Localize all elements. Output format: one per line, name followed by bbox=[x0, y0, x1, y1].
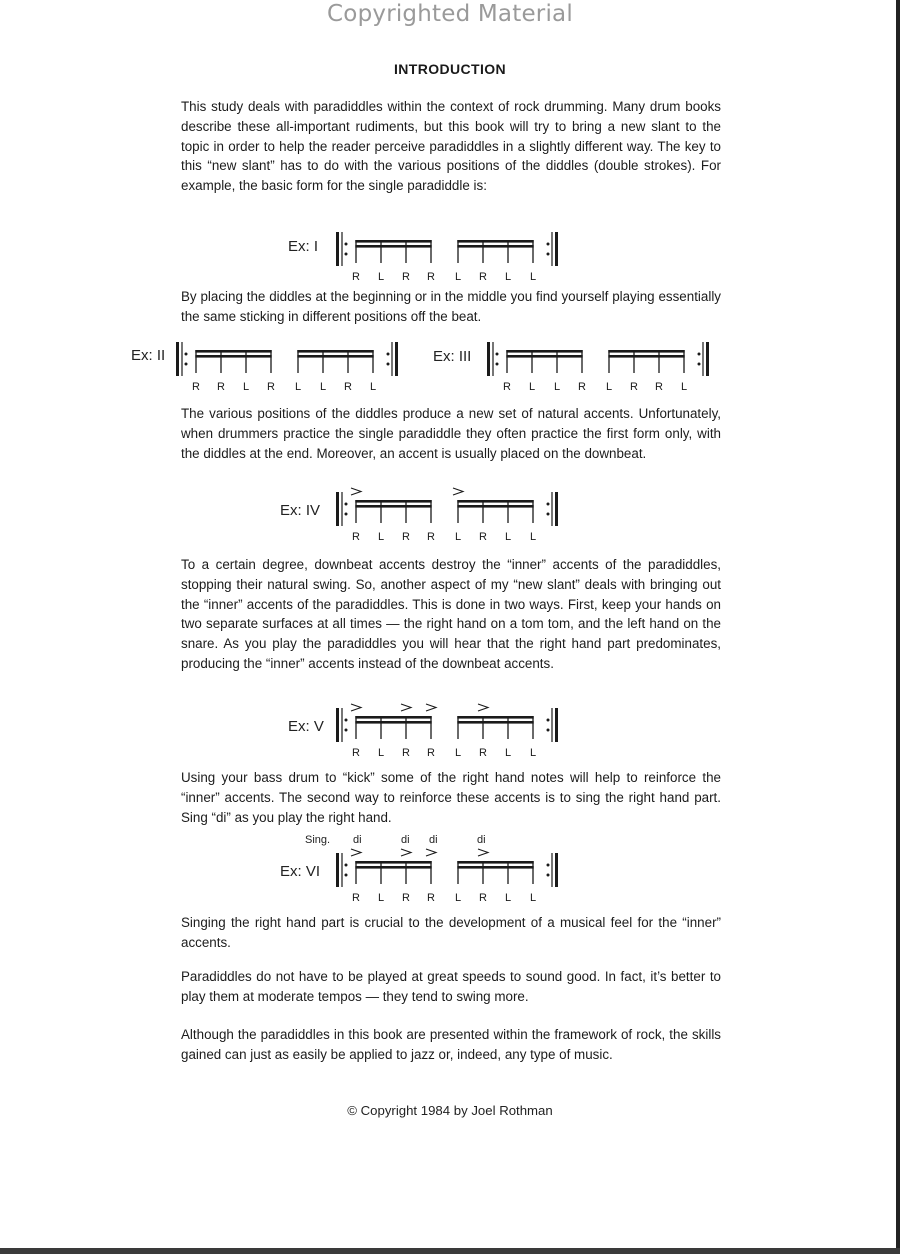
repeat-start-thick-bar bbox=[487, 342, 490, 376]
paragraph-tempo: Paradiddles do not have to be played at great speeds to sound good. In fact, it’s better to play them at moderate tempos — they tend to swing more. bbox=[181, 969, 721, 1004]
sticking-letter: L bbox=[377, 892, 385, 904]
sticking-letter: R bbox=[479, 747, 487, 759]
sticking-letter: L bbox=[454, 892, 462, 904]
sticking-letter: R bbox=[427, 747, 435, 759]
repeat-dot bbox=[547, 874, 550, 877]
example-5-notation bbox=[336, 702, 566, 760]
sticking-letter: R bbox=[578, 381, 586, 393]
example-4-label: Ex: IV bbox=[280, 502, 321, 519]
repeat-end-thick-bar bbox=[706, 342, 709, 376]
sticking-letter: L bbox=[377, 747, 385, 759]
sticking-letter: R bbox=[352, 892, 360, 904]
example-6-label: Ex: VI bbox=[280, 863, 321, 880]
note-beam bbox=[355, 240, 431, 243]
sticking-letter: R bbox=[352, 747, 360, 759]
example-3-notation bbox=[487, 336, 717, 394]
example-2-notation bbox=[176, 336, 406, 394]
repeat-dot bbox=[547, 243, 550, 246]
sticking-letter: L bbox=[680, 381, 688, 393]
sticking-letter: R bbox=[630, 381, 638, 393]
accent-mark bbox=[401, 849, 411, 856]
sticking-letter: L bbox=[294, 381, 302, 393]
page-title: INTRODUCTION bbox=[393, 61, 507, 77]
repeat-dot bbox=[345, 864, 348, 867]
accent-mark bbox=[351, 849, 361, 856]
sticking-letter: R bbox=[192, 381, 200, 393]
note-beam bbox=[608, 355, 684, 358]
repeat-start-thick-bar bbox=[336, 492, 339, 526]
sticking-letter: L bbox=[504, 747, 512, 759]
note-beam bbox=[457, 716, 533, 719]
repeat-dot bbox=[547, 729, 550, 732]
note-beam bbox=[195, 355, 271, 358]
note-beam bbox=[506, 350, 582, 353]
note-beam bbox=[195, 350, 271, 353]
sticking-letter: R bbox=[427, 271, 435, 283]
paragraph-intro: This study deals with paradiddles within the context of rock drumming. Many drum books describe these all-important rudiments, but this book will try to bring a new slant to the topic in order to help the reader perceive paradiddles in a slightly different way. The key to this “new slant” has to do with the various positions of the diddles (double strokes). For example, the basic form for the single paradiddle is: bbox=[181, 99, 721, 194]
repeat-dot bbox=[547, 864, 550, 867]
accent-mark bbox=[453, 488, 463, 495]
repeat-dot bbox=[345, 719, 348, 722]
example-3-label: Ex: III bbox=[433, 348, 472, 365]
repeat-dot bbox=[387, 353, 390, 356]
sticking-letter: L bbox=[377, 271, 385, 283]
sticking-letter: R bbox=[217, 381, 225, 393]
note-beam bbox=[457, 500, 533, 503]
accent-mark bbox=[351, 488, 361, 495]
sticking-letter: L bbox=[504, 271, 512, 283]
repeat-end-thick-bar bbox=[555, 232, 558, 266]
note-beam bbox=[457, 721, 533, 724]
repeat-dot bbox=[185, 353, 188, 356]
sticking-letter: L bbox=[528, 381, 536, 393]
example-2-label: Ex: II bbox=[131, 347, 166, 364]
sticking-letter: R bbox=[402, 892, 410, 904]
paragraph-singing: Singing the right hand part is crucial to the development of a musical feel for the “inner” accents. bbox=[181, 915, 721, 950]
sticking-letter: L bbox=[605, 381, 613, 393]
sticking-letter: R bbox=[479, 892, 487, 904]
note-beam bbox=[355, 505, 431, 508]
sticking-letter: R bbox=[402, 271, 410, 283]
sticking-letter: L bbox=[553, 381, 561, 393]
sticking-letter: L bbox=[319, 381, 327, 393]
repeat-start-thick-bar bbox=[336, 853, 339, 887]
repeat-dot bbox=[698, 363, 701, 366]
note-beam bbox=[457, 240, 533, 243]
repeat-start-thick-bar bbox=[336, 232, 339, 266]
sticking-letter: R bbox=[402, 531, 410, 543]
accent-mark bbox=[478, 849, 488, 856]
sticking-letter: L bbox=[504, 892, 512, 904]
note-beam bbox=[457, 861, 533, 864]
sticking-letter: L bbox=[529, 271, 537, 283]
sticking-letter: R bbox=[267, 381, 275, 393]
repeat-dot bbox=[547, 719, 550, 722]
repeat-dot bbox=[496, 353, 499, 356]
sing-syllable: di bbox=[353, 834, 362, 846]
paragraph-inner-accents: To a certain degree, downbeat accents destroy the “inner” accents of the paradiddles, stopping their natural swing. So, another aspect of my “new slant” deals with bringing out the “inner” accents of the paradiddles. This is done in two ways. First, keep your hands on two separate surfaces at all times — the right hand on a tom tom, and the left hand on the snare. As you play the paradiddles you will hear that the right hand part predominates, producing the “inner” accents instead of the downbeat accents. bbox=[181, 557, 721, 671]
example-1-label: Ex: I bbox=[288, 238, 319, 255]
sticking-letter: R bbox=[344, 381, 352, 393]
repeat-end-thick-bar bbox=[555, 708, 558, 742]
sticking-letter: L bbox=[529, 892, 537, 904]
sticking-letter: R bbox=[503, 381, 511, 393]
repeat-start-thick-bar bbox=[336, 708, 339, 742]
sticking-letter: L bbox=[454, 747, 462, 759]
sing-label: Sing. bbox=[305, 834, 331, 846]
sticking-letter: R bbox=[402, 747, 410, 759]
paragraph-bass-drum-kick: Using your bass drum to “kick” some of the right hand notes will help to reinforce the “inner” accents. The second way to reinforce these accents is to sing the right hand part. Sing “di” as you play the right hand. bbox=[181, 770, 721, 825]
sticking-letter: R bbox=[479, 531, 487, 543]
repeat-dot bbox=[185, 363, 188, 366]
repeat-start-thick-bar bbox=[176, 342, 179, 376]
repeat-end-thick-bar bbox=[555, 492, 558, 526]
repeat-dot bbox=[387, 363, 390, 366]
sticking-letter: L bbox=[242, 381, 250, 393]
note-beam bbox=[297, 350, 373, 353]
note-beam bbox=[355, 866, 431, 869]
accent-mark bbox=[478, 704, 488, 711]
repeat-dot bbox=[345, 503, 348, 506]
sticking-letter: R bbox=[352, 271, 360, 283]
repeat-dot bbox=[698, 353, 701, 356]
accent-mark bbox=[426, 849, 436, 856]
note-beam bbox=[506, 355, 582, 358]
note-beam bbox=[297, 355, 373, 358]
sticking-letter: R bbox=[427, 892, 435, 904]
paragraph-framework: Although the paradiddles in this book are presented within the framework of rock, the skills gained can just as easily be applied to jazz or, indeed, any type of music. bbox=[181, 1027, 721, 1062]
example-1-notation bbox=[336, 226, 566, 284]
example-5-label: Ex: V bbox=[288, 718, 324, 735]
note-beam bbox=[457, 505, 533, 508]
repeat-dot bbox=[345, 513, 348, 516]
sticking-letter: L bbox=[529, 531, 537, 543]
accent-mark bbox=[426, 704, 436, 711]
repeat-dot bbox=[345, 874, 348, 877]
repeat-dot bbox=[345, 729, 348, 732]
sticking-letter: L bbox=[377, 531, 385, 543]
sticking-letter: L bbox=[529, 747, 537, 759]
sticking-letter: R bbox=[479, 271, 487, 283]
note-beam bbox=[355, 716, 431, 719]
repeat-dot bbox=[547, 503, 550, 506]
paragraph-diddle-positions: By placing the diddles at the beginning or in the middle you find yourself playing essentially the same sticking in different positions off the beat. bbox=[181, 289, 721, 324]
example-6-notation bbox=[336, 847, 566, 905]
sticking-letter: L bbox=[369, 381, 377, 393]
paragraph-natural-accents: The various positions of the diddles produce a new set of natural accents. Unfortunately, when drummers practice the single paradiddle they often practice the first form only, with the diddles at the end. Moreover, an accent is usually placed on the downbeat. bbox=[181, 406, 721, 461]
repeat-dot bbox=[496, 363, 499, 366]
sticking-letter: L bbox=[454, 271, 462, 283]
repeat-end-thick-bar bbox=[395, 342, 398, 376]
sticking-letter: R bbox=[352, 531, 360, 543]
repeat-dot bbox=[547, 253, 550, 256]
repeat-end-thick-bar bbox=[555, 853, 558, 887]
note-beam bbox=[457, 245, 533, 248]
repeat-dot bbox=[345, 243, 348, 246]
sticking-letter: R bbox=[427, 531, 435, 543]
note-beam bbox=[457, 866, 533, 869]
sticking-letter: L bbox=[454, 531, 462, 543]
sticking-letter: R bbox=[655, 381, 663, 393]
note-beam bbox=[608, 350, 684, 353]
repeat-dot bbox=[345, 253, 348, 256]
accent-mark bbox=[401, 704, 411, 711]
sing-syllable: di bbox=[401, 834, 410, 846]
repeat-dot bbox=[547, 513, 550, 516]
sticking-letter: L bbox=[504, 531, 512, 543]
example-4-notation bbox=[336, 486, 566, 544]
accent-mark bbox=[351, 704, 361, 711]
scan-edge-right bbox=[896, 0, 900, 1254]
note-beam bbox=[355, 500, 431, 503]
copyright-watermark: Copyrighted Material bbox=[327, 1, 573, 27]
scan-edge-bottom bbox=[0, 1248, 900, 1254]
note-beam bbox=[355, 861, 431, 864]
note-beam bbox=[355, 245, 431, 248]
note-beam bbox=[355, 721, 431, 724]
copyright-notice: © Copyright 1984 by Joel Rothman bbox=[347, 1103, 553, 1118]
sing-syllable: di bbox=[429, 834, 438, 846]
sing-syllable: di bbox=[477, 834, 486, 846]
